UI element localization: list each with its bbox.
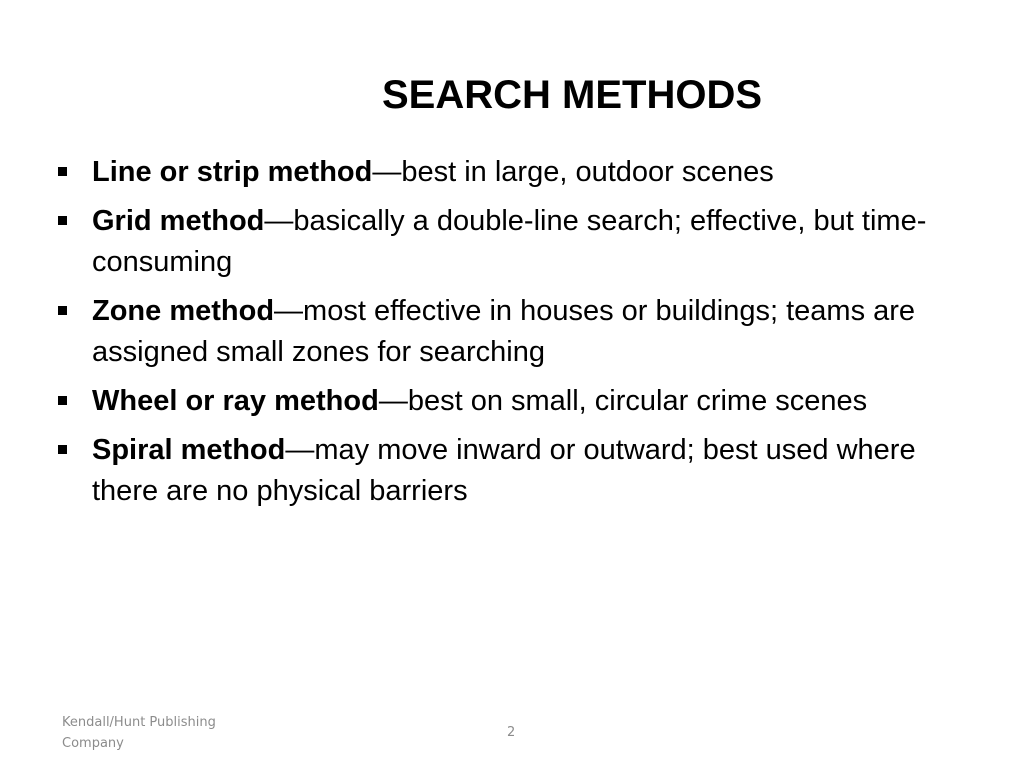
square-bullet-icon (58, 216, 67, 225)
square-bullet-icon (58, 445, 67, 454)
bullet-list (55, 152, 975, 520)
bullet-description: —best in large, outdoor scenes (372, 156, 774, 188)
bullet-description: —most effective in houses or buildings; teams are assigned small zones for searching (92, 295, 916, 368)
square-bullet-icon (58, 167, 67, 176)
page-number: 2 (507, 725, 516, 740)
bullet-item-grid (55, 201, 975, 283)
bullet-item-wheel-ray (55, 381, 975, 422)
slide-title: SEARCH METHODS (382, 73, 763, 117)
bullet-description: —best on small, circular crime scenes (378, 385, 868, 417)
square-bullet-icon (58, 396, 67, 405)
bullet-description: —basically a double-line search; effective, but time-consuming (92, 205, 927, 278)
bullet-term: Spiral method (92, 434, 286, 466)
bullet-description: —may move inward or outward; best used where there are no physical barriers (92, 434, 916, 507)
bullet-item-spiral (55, 430, 975, 512)
square-bullet-icon (58, 306, 67, 315)
bullet-term: Wheel or ray method (92, 385, 379, 417)
bullet-term: Zone method (92, 295, 275, 327)
bullet-term: Line or strip method (92, 156, 373, 188)
bullet-term: Grid method (92, 205, 265, 237)
footer-source: Kendall/Hunt Publishing Company (62, 715, 216, 751)
bullet-item-zone (55, 291, 975, 373)
bullet-item-line-strip (55, 152, 975, 193)
